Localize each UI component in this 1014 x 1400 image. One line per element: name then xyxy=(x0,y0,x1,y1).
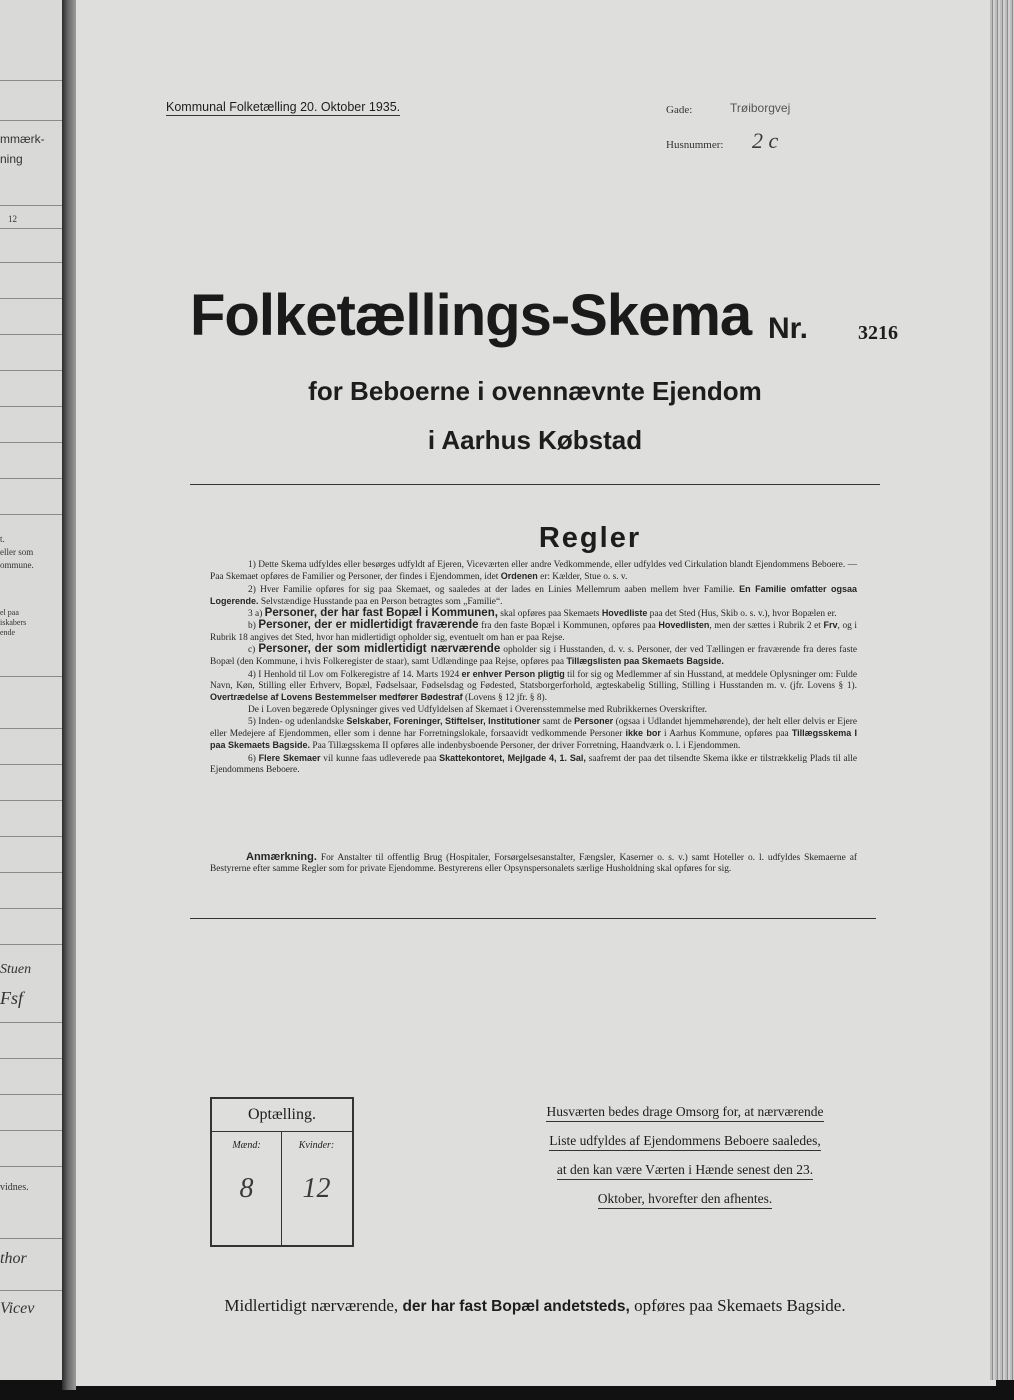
left-handwriting: Vicev xyxy=(0,1300,35,1317)
women-label: Kvinder: xyxy=(298,1140,335,1151)
notice-line: Liste udfyldes af Ejendommens Beboere saaledes, xyxy=(549,1133,820,1151)
book-gutter xyxy=(62,0,76,1390)
form-subtitle-city: i Aarhus Købstad xyxy=(427,425,643,455)
left-page-edge xyxy=(0,0,63,1380)
form-number-label: Nr. xyxy=(768,312,809,345)
housenumber-label: Husnummer: xyxy=(666,139,724,151)
left-fragment: t. xyxy=(0,534,5,544)
count-women-column xyxy=(282,1132,351,1245)
rule-6: 6) Flere Skemaer vil kunne faas udleverede paa Skattekontoret, Mejlgade 4, 1. Sal, saafremt der paa det tilsendte Skema ikke er tilstrækkelig Plads til alle Ejendommens Beboere. xyxy=(210,752,858,776)
men-label: Mænd: xyxy=(232,1140,261,1151)
left-fragment: 12 xyxy=(8,214,17,224)
street-label: Gade: xyxy=(666,104,693,116)
left-fragment: vidnes. xyxy=(0,1182,29,1193)
rule-1: 1) Dette Skema udfyldes eller besørges udfyldt af Ejeren, Viceværten eller andre Vedkommende, eller udfyldes ved Cirkulation blandt Ejendommens Beboere. — Paa Skemaet opføres de Familier og Personer, der findes i Ejendommen, idet Ordenen er: Kælder, Stue o. s. v. xyxy=(210,560,857,583)
women-count: 12 xyxy=(302,1173,331,1204)
rule-4: 4) I Henhold til Lov om Folkeregistre af 14. Marts 1924 er enhver Person pligtig til for sig og Medlemmer af sin Husstand, at meddele Oplysninger om: Fulde Navn, Køn, Stilling eller Erhverv, Bopæl, Fødselsaar, Fødselsdag og Fødested, Statsborgerforhold, ægteskabelig Stilling, Stilling i Husstanden m. v. (jfr. Lovens § 1). Overtrædelse af Lovens Bestemmelser medfører Bødestraf (Lovens § 12 jfr. § 8). xyxy=(210,668,858,704)
form-number-value: 3216 xyxy=(858,322,898,344)
left-fragment: mmærk- xyxy=(0,132,45,146)
notice-line: at den kan være Værten i Hænde senest den 23. xyxy=(557,1162,813,1180)
left-handwriting: thor xyxy=(0,1250,27,1267)
remark: Anmærkning. For Anstalter til offentlig Brug (Hospitaler, Forsørgelsesanstalter, Fængsler, Kaserner o. s. v.) samt Hoteller o. l. udfyldes Skemaerne af Bestyrerne efter samme Regler som for private Ejendomme. Bestyrerens eller Opsynspersonalets særlige Husholdning skal opføres for sig. xyxy=(210,851,857,875)
left-fragment: iskabers xyxy=(0,618,27,627)
rule-4-note: De i Loven begærede Oplysninger gives ved Udfyldelsen af Skemaet i Overensstemmelse med Rubrikkernes Overskrifter. xyxy=(248,704,707,715)
footer-note: Midlertidigt nærværende, der har fast Bopæl andetsteds, opføres paa Skemaets Bagside. xyxy=(224,1296,846,1315)
rule-3c: c) Personer, der som midlertidigt nærværende opholder sig i Husstanden, d. v. s. Personer, der ved Tællingen er fraværende fra deres faste Bopæl (den Kommune, i hvis Folkeregister de staar), samt Udlændinge paa Rejse, opføres paa Tillægslisten paa Skemaets Bagside. xyxy=(210,643,857,668)
rule-5: 5) Inden- og udenlandske Selskaber, Foreninger, Stiftelser, Institutioner samt de Personer (ogsaa i Udlandet hjemmehørende), der helt eller delvis er Ejere eller Medejere af Ejendommen, eller som i denne har Forretningslokale, forsaavidt vedkommende Personer ikke bor i Aarhus Kommune, opføres paa Tillægsskema I paa Skemaets Bagside. Paa Tillægsskema II opføres alle indenbysboende Personer, der driver Forretning, Haandværk o. l. i Ejendommen. xyxy=(210,715,858,752)
left-fragment: eller som xyxy=(0,547,34,557)
form-subtitle: for Beboerne i ovennævnte Ejendom xyxy=(308,376,762,406)
left-fragment: el paa xyxy=(0,608,19,617)
divider xyxy=(190,484,880,485)
left-fragment: ommune. xyxy=(0,560,34,570)
street-value: Trøiborgvej xyxy=(730,101,791,115)
men-count: 8 xyxy=(239,1173,254,1204)
rule-3b: b) Personer, der er midlertidigt fraværende fra den faste Bopæl i Kommunen, opføres paa Hovedlisten, men der sættes i Rubrik 2 et Frv, og i Rubrik 18 angives det Sted, hvor han midlertidigt opholder sig, eventuelt om han er paa Rejse. xyxy=(210,619,858,643)
rule-3a: 3 a) Personer, der har fast Bopæl i Kommunen, skal opføres paa Skemaets Hovedliste paa det Sted (Hus, Skib o. s. v.), hvor Bopælen er. xyxy=(248,607,837,620)
notice-line: Oktober, hvorefter den afhentes. xyxy=(598,1191,773,1209)
census-header: Kommunal Folketælling 20. Oktober 1935. xyxy=(166,100,401,114)
rules-text xyxy=(210,560,857,776)
landlord-notice xyxy=(500,1104,870,1220)
left-handwriting: Stuen xyxy=(0,962,32,977)
count-box-title: Optælling. xyxy=(212,1099,352,1132)
rules-heading: Regler xyxy=(538,522,642,554)
count-men-column xyxy=(212,1132,282,1245)
left-fragment: ning xyxy=(0,152,23,166)
form-title: Folketællings-Skema xyxy=(190,283,752,348)
notice-line: Husværten bedes drage Omsorg for, at nærværende xyxy=(546,1104,823,1122)
divider xyxy=(190,918,876,919)
left-fragment: ende xyxy=(0,628,16,637)
left-handwriting: Fsf xyxy=(0,988,24,1008)
page-stack-edge xyxy=(990,0,1014,1380)
housenumber-value: 2 c xyxy=(752,128,779,153)
rule-2: 2) Hver Familie opføres for sig paa Skemaet, og saaledes at der lades en Linies Mellemrum aaben mellem hver Familie. En Familie omfatter ogsaa Logerende. Selvstændige Husstande paa en Person betragtes som „Familie“. xyxy=(210,583,857,607)
count-box xyxy=(210,1097,354,1247)
